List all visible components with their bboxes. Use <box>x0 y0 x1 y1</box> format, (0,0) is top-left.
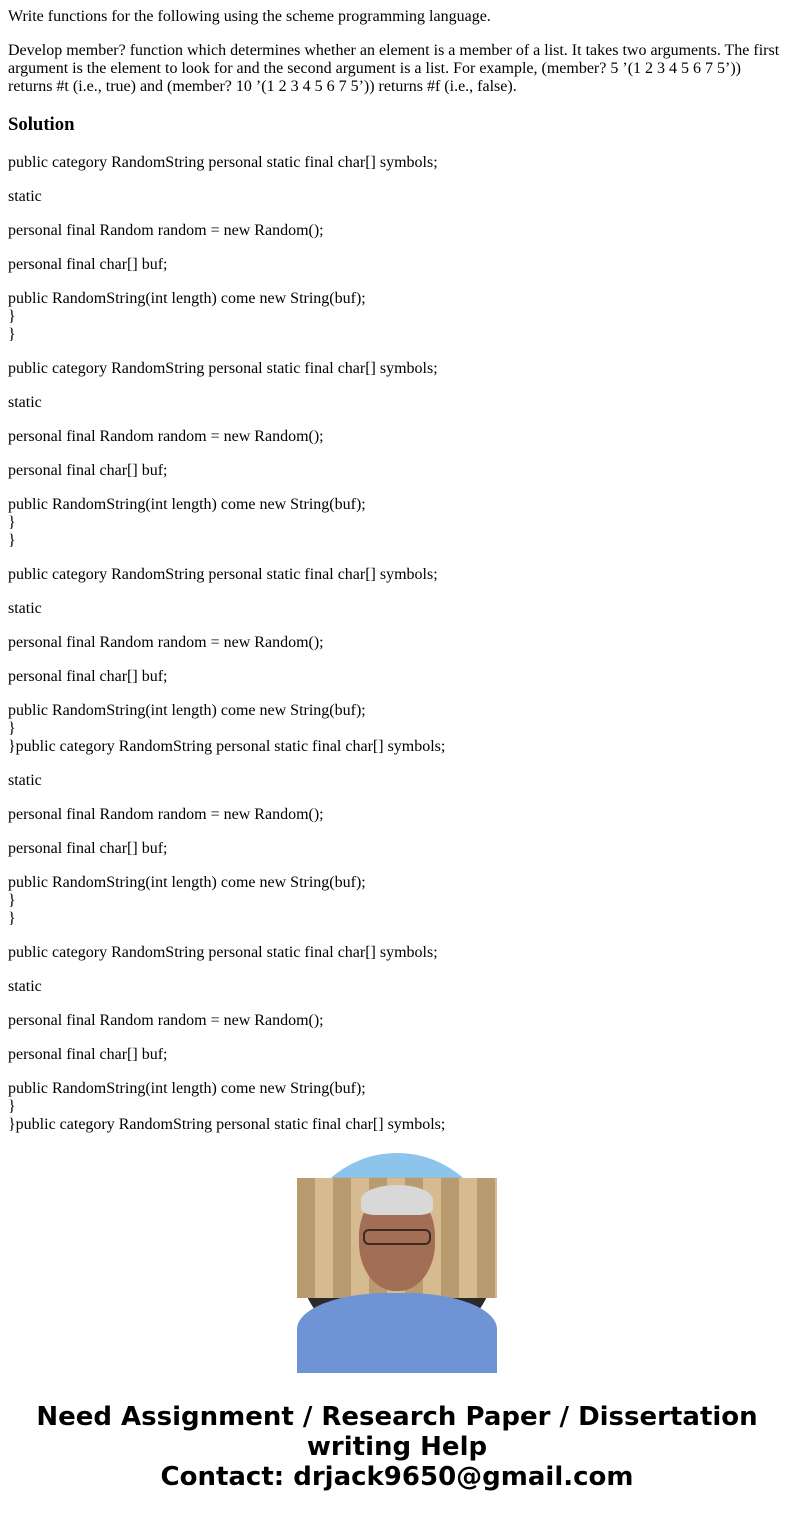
code-line: static <box>8 600 42 617</box>
code-line: static <box>8 188 42 205</box>
code-line: public category RandomString personal static final char[] symbols; <box>8 154 438 171</box>
code-paragraph <box>8 874 786 928</box>
code-line: personal final Random random = new Random(); <box>8 428 324 445</box>
code-line: }public category RandomString personal static final char[] symbols; <box>8 1116 446 1133</box>
question-intro: Write functions for the following using the scheme programming language. <box>8 8 491 25</box>
code-paragraph <box>8 290 786 344</box>
code-paragraph <box>8 496 786 550</box>
avatar-hair <box>361 1185 433 1215</box>
code-line: public category RandomString personal static final char[] symbols; <box>8 360 438 377</box>
solution-heading: Solution <box>8 114 75 135</box>
author-avatar <box>297 1153 497 1353</box>
code-line: public category RandomString personal static final char[] symbols; <box>8 566 438 583</box>
code-line: } <box>8 892 16 909</box>
code-line: public RandomString(int length) come new String(buf); <box>8 496 366 513</box>
code-line: } <box>8 1098 16 1115</box>
code-line: static <box>8 772 42 789</box>
code-line: public RandomString(int length) come new String(buf); <box>8 1080 366 1097</box>
code-line: } <box>8 532 16 549</box>
promo-footer <box>0 1402 794 1492</box>
code-line: } <box>8 720 16 737</box>
code-line: personal final char[] buf; <box>8 668 168 685</box>
code-line: personal final Random random = new Random(); <box>8 1012 324 1029</box>
code-line: personal final char[] buf; <box>8 1046 168 1063</box>
code-line: } <box>8 910 16 927</box>
code-line: personal final Random random = new Random(); <box>8 806 324 823</box>
code-paragraph <box>8 702 786 756</box>
promo-headline: Need Assignment / Research Paper / Dissertation writing Help <box>36 1402 758 1462</box>
code-line: } <box>8 326 16 343</box>
code-line: public RandomString(int length) come new String(buf); <box>8 874 366 891</box>
code-line: }public category RandomString personal static final char[] symbols; <box>8 738 446 755</box>
code-line: static <box>8 394 42 411</box>
code-paragraph <box>8 1080 786 1134</box>
avatar-glasses <box>363 1229 431 1245</box>
code-line: public category RandomString personal static final char[] symbols; <box>8 944 438 961</box>
question-body: Develop member? function which determines whether an element is a member of a list. It takes two arguments. The first argument is the element to look for and the second argument is a list. For example, (member? 5 ’(1 2 3 4 5 6 7 5’)) returns #t (i.e., true) and (member? 10 ’(1 2 3 4 5 6 7 5’)) returns #f (i.e., false). <box>8 42 780 95</box>
code-line: } <box>8 514 16 531</box>
code-line: static <box>8 978 42 995</box>
code-line: } <box>8 308 16 325</box>
promo-contact: Contact: drjack9650@gmail.com <box>160 1462 634 1492</box>
document-body <box>8 0 786 1133</box>
code-line: public RandomString(int length) come new String(buf); <box>8 290 366 307</box>
code-line: personal final Random random = new Random(); <box>8 634 324 651</box>
code-line: personal final char[] buf; <box>8 462 168 479</box>
code-line: personal final Random random = new Random(); <box>8 222 324 239</box>
code-line: public RandomString(int length) come new String(buf); <box>8 702 366 719</box>
code-line: personal final char[] buf; <box>8 256 168 273</box>
avatar-shirt <box>297 1293 497 1373</box>
code-line: personal final char[] buf; <box>8 840 168 857</box>
